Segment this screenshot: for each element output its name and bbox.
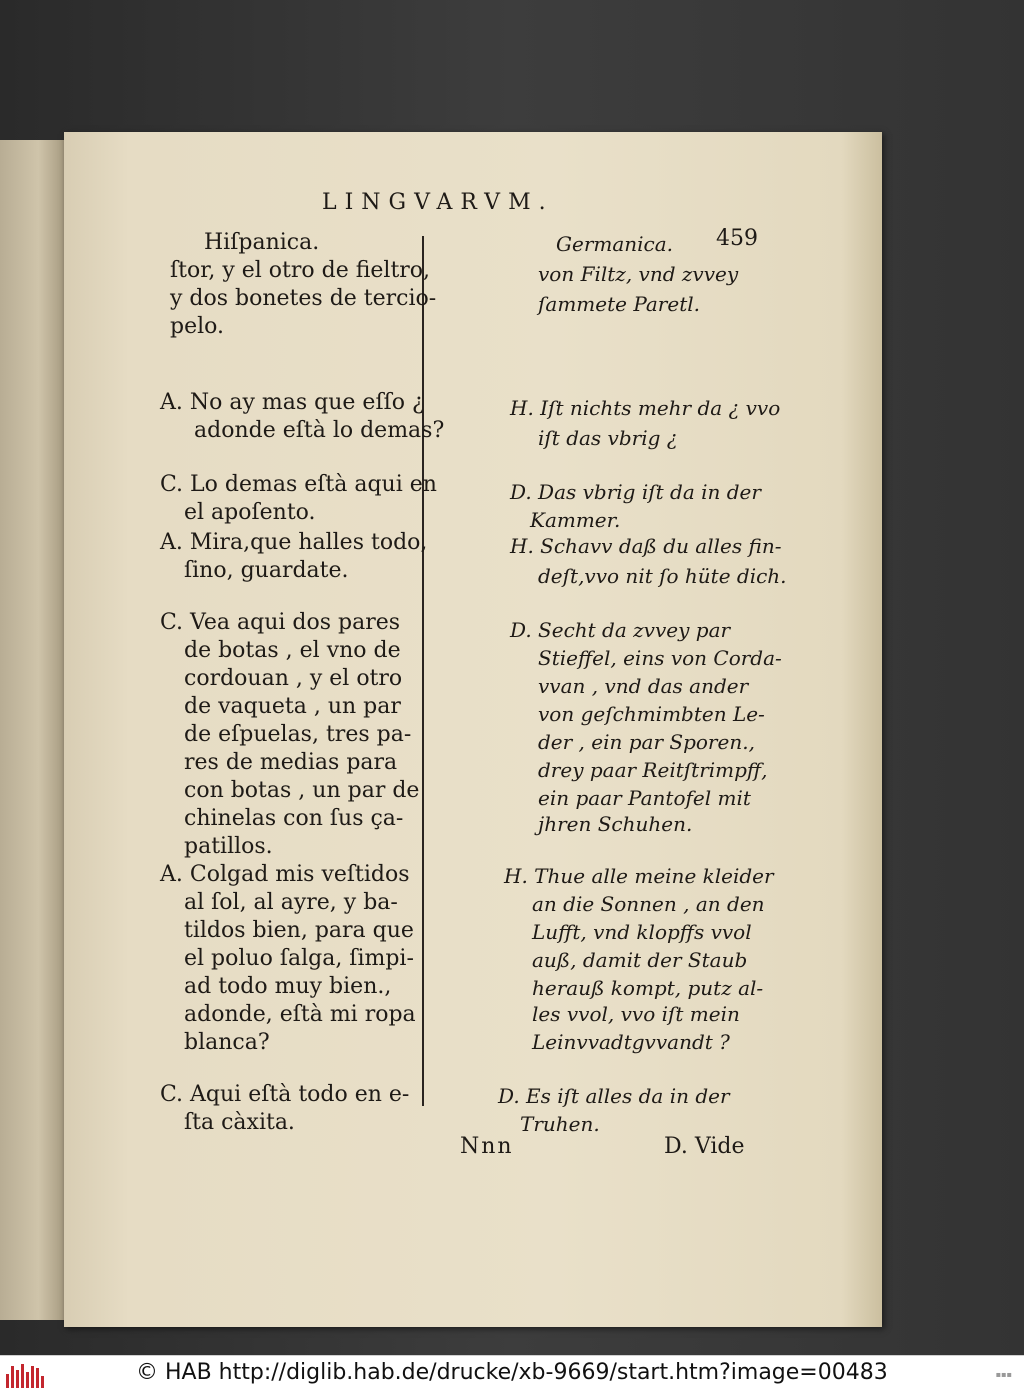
spanish-line: A. Colgad mis veſtidos (160, 862, 410, 887)
german-line: les vvol, vvo iſt mein (532, 1002, 740, 1026)
german-line: jhren Schuhen. (538, 812, 693, 836)
german-line: Stieffel, eins von Corda- (538, 646, 782, 670)
spanish-line: de vaqueta , un par (184, 694, 401, 719)
german-line: vvan , vnd das ander (538, 674, 749, 698)
spanish-line: A. No ay mas que eſſo ¿ (160, 390, 424, 415)
spanish-line: adonde eſtà lo demas? (194, 418, 445, 443)
german-line: von Filtz, vnd zvvey (538, 262, 739, 286)
spanish-column-heading: Hiſpanica. (204, 230, 320, 255)
german-line: an die Sonnen , an den (532, 892, 765, 916)
spanish-line: el apoſento. (184, 500, 316, 525)
german-line: D. Secht da zvvey par (510, 618, 731, 642)
spanish-line: chinelas con ſus ça- (184, 806, 404, 831)
spanish-line: ad todo muy bien., (184, 974, 392, 999)
footer-bar (0, 1355, 1024, 1395)
german-line: D. Es iſt alles da in der (498, 1084, 730, 1108)
catchword: D. Vide (664, 1134, 745, 1159)
german-line: drey paar Reitſtrimpff, (538, 758, 768, 782)
german-line: der , ein par Sporen., (538, 730, 755, 754)
running-head: LINGVARVM. (322, 190, 554, 215)
spanish-line: el poluo ſalga, ſimpi- (184, 946, 414, 971)
footer-mark: ▪▪▪ (995, 1370, 1012, 1379)
german-line: D. Das vbrig iſt da in der (510, 480, 761, 504)
adjacent-page-edge (0, 140, 64, 1320)
spanish-line: ſtor, y el otro de fieltro, (170, 258, 431, 283)
spanish-line: con botas , un par de (184, 778, 420, 803)
german-line: von geſchmimbten Le- (538, 702, 765, 726)
signature-mark: Nnn (460, 1134, 514, 1159)
spanish-line: de botas , el vno de (184, 638, 401, 663)
spanish-line: de eſpuelas, tres pa- (184, 722, 412, 747)
german-line: deſt,vvo nit ſo hüte dich. (538, 564, 787, 588)
german-line: ſammete Paretl. (538, 292, 700, 316)
spanish-line: A. Mira,que halles todo, (160, 530, 428, 555)
spanish-line: C. Lo demas eſtà aqui en (160, 472, 437, 497)
german-line: auß, damit der Staub (532, 948, 748, 972)
spanish-line: patillos. (184, 834, 273, 859)
spanish-line: blanca? (184, 1030, 270, 1055)
spanish-line: y dos bonetes de tercio- (170, 286, 437, 311)
german-column-heading: Germanica. (556, 232, 674, 256)
spanish-line: adonde, eſtà mi ropa (184, 1002, 416, 1027)
hab-logo-icon (6, 1362, 44, 1388)
book-page (64, 132, 882, 1327)
german-line: Kammer. (530, 508, 621, 532)
spanish-line: res de medias para (184, 750, 398, 775)
german-line: H. Schavv daß du alles fin- (510, 534, 782, 558)
source-credit-link[interactable]: © HAB http://diglib.hab.de/drucke/xb-9669/start.htm?image=00483 (136, 1360, 888, 1385)
spanish-line: C. Aqui eſtà todo en e- (160, 1082, 410, 1107)
german-line: herauß kompt, putz al- (532, 976, 764, 1000)
german-line: ein paar Pantofel mit (538, 786, 751, 810)
spanish-line: ſino, guardate. (184, 558, 349, 583)
german-line: H. Iſt nichts mehr da ¿ vvo (510, 396, 781, 420)
spanish-line: pelo. (170, 314, 224, 339)
german-line: Lufft, vnd klopffs vvol (532, 920, 752, 944)
spanish-line: tildos bien, para que (184, 918, 414, 943)
spanish-line: cordouan , y el otro (184, 666, 403, 691)
german-line: iſt das vbrig ¿ (538, 426, 678, 450)
spanish-line: ſta càxita. (184, 1110, 295, 1135)
german-line: H. Thue alle meine kleider (504, 864, 774, 888)
spanish-line: C. Vea aqui dos pares (160, 610, 401, 635)
german-line: Truhen. (520, 1112, 600, 1136)
page-number: 459 (716, 226, 758, 251)
spanish-line: al ſol, al ayre, y ba- (184, 890, 398, 915)
german-line: Leinvvadtgvvandt ? (532, 1030, 730, 1054)
column-divider (422, 236, 424, 1106)
